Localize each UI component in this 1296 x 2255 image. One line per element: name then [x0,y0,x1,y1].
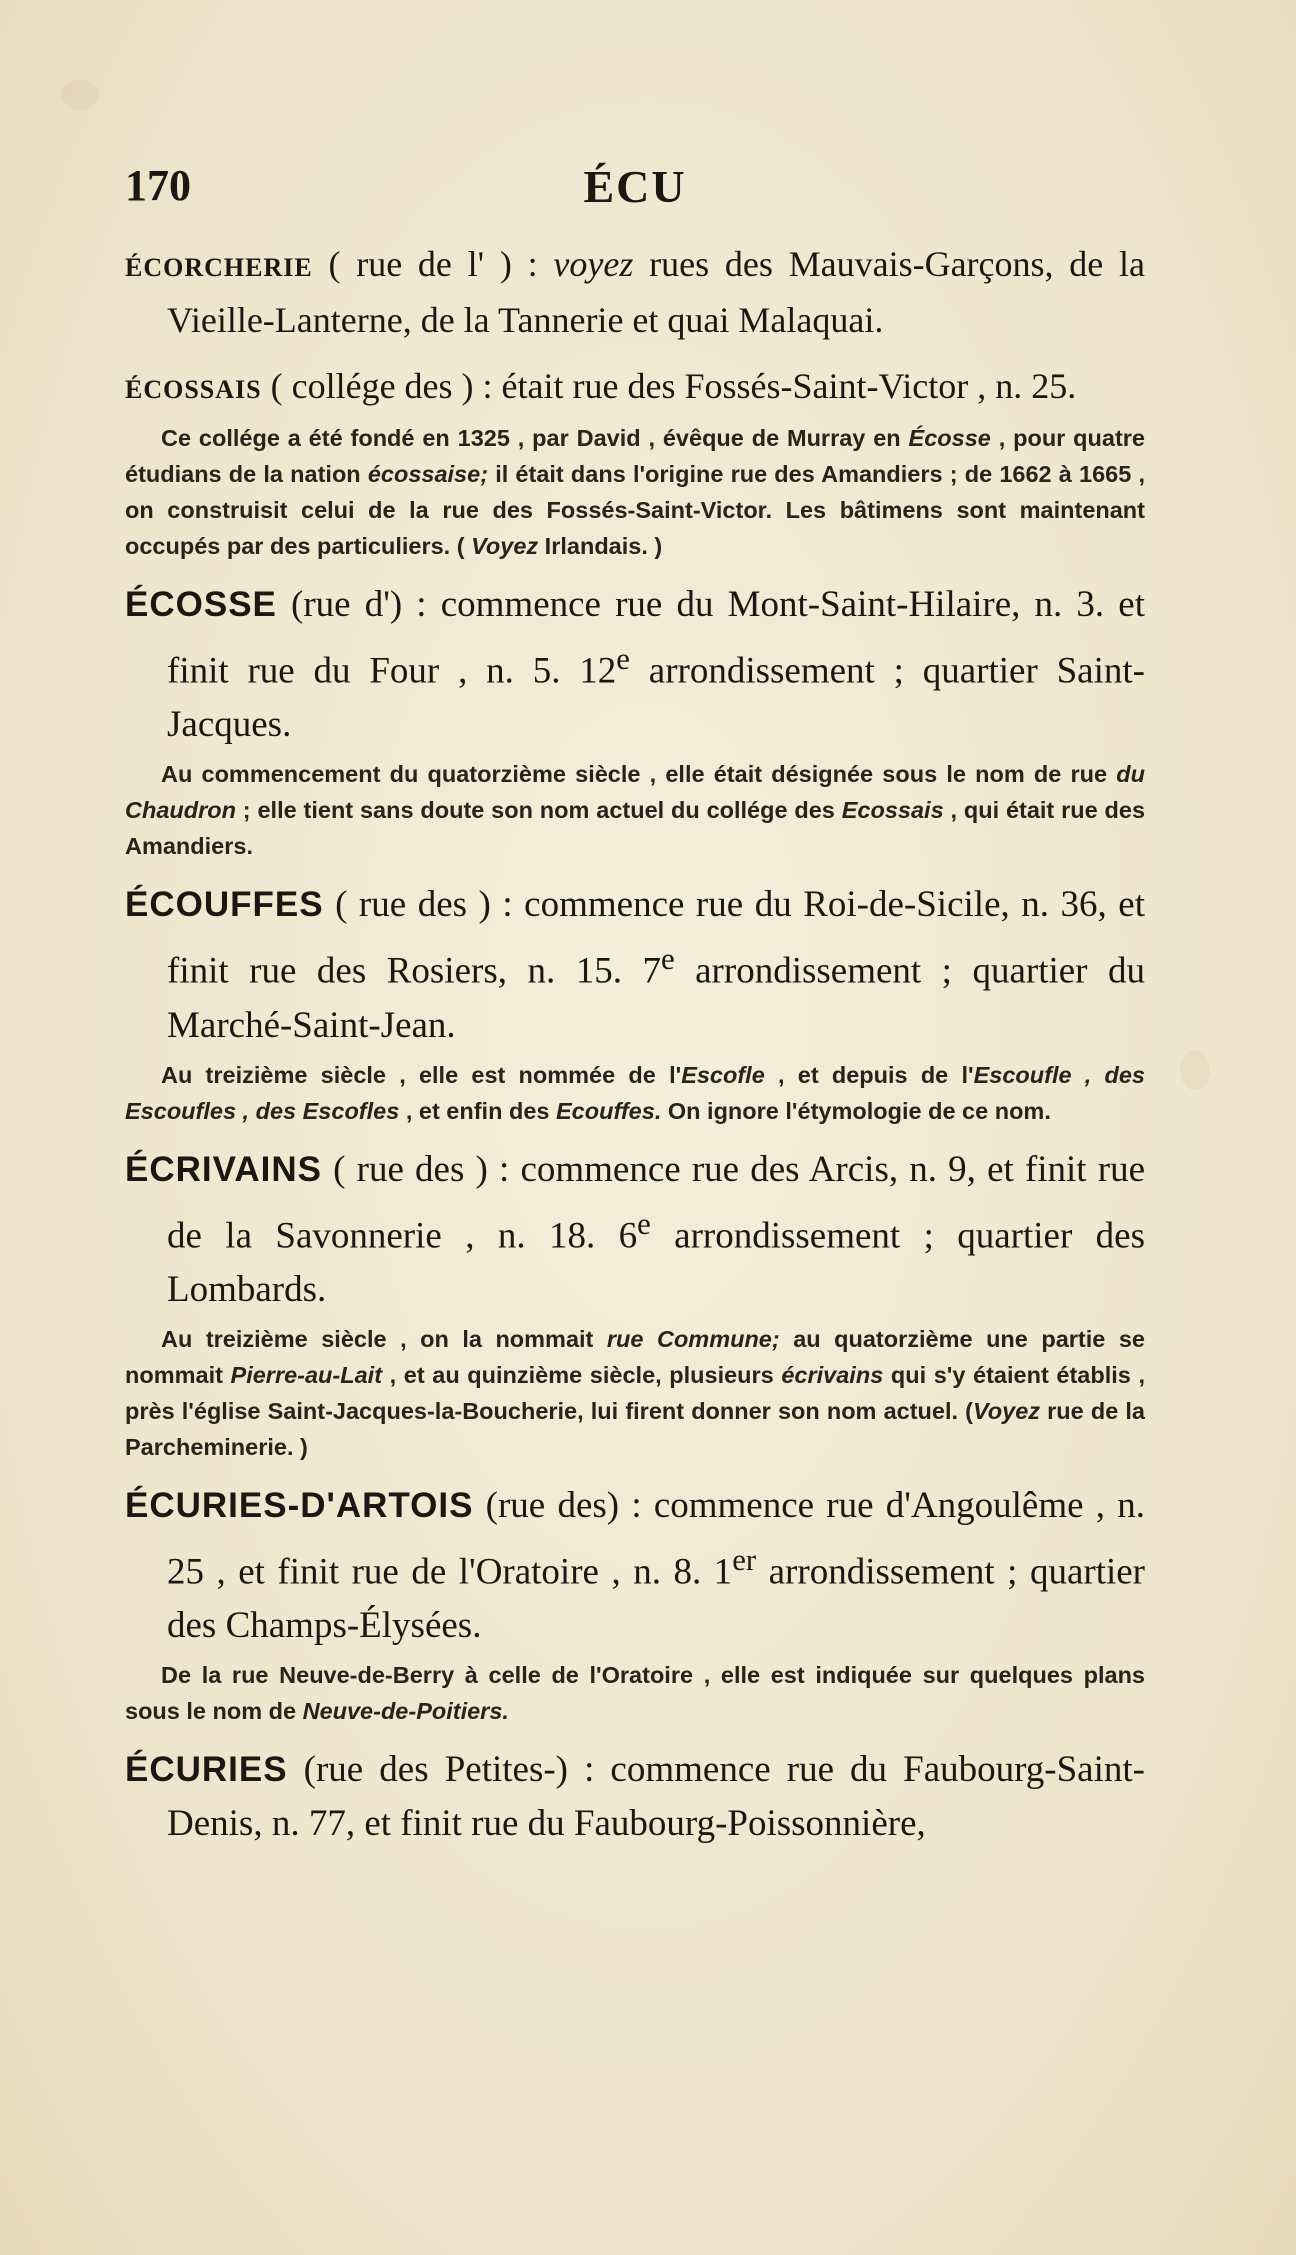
entry-text [125,238,1145,346]
note-italic: Escoufle , des Escoufles , des Escofles [125,1061,1146,1124]
note-text: Au treizième siècle , on la nommait [161,1325,607,1352]
headword: ÉCOSSE [125,585,277,624]
headword: ÉCURIES [125,1750,288,1790]
note-italic: Voyez [972,1397,1041,1424]
note-italic: Voyez [471,533,539,559]
entry-text-part: arrondissement ; quartier des Lombards. [167,1214,1145,1310]
entry-ecosse [125,578,1145,864]
headword: ÉCORCHERIE [125,253,313,282]
note-text: On ignore l'étymologie de ce nom. [661,1097,1051,1124]
headword: ÉCOSSAIS [125,375,262,404]
entry-text-part: ( collége des ) : était rue des Fossés-Saint-Victor , n. 25. [261,366,1077,406]
entry-text [125,360,1145,416]
note-italic: du Chaudron [125,761,1145,824]
entry-ecossais [125,360,1145,564]
note-italic: Écosse [908,425,991,451]
paper-stain [1180,1050,1210,1090]
entry-text-part: rues des Mauvais-Garçons, de la Vieille-Lanterne, de la Tannerie et quai Malaquai. [167,244,1146,340]
running-head: ÉCU [583,161,687,212]
note-text: il était dans l'origine rue des Amandiers ; de 1662 à 1665 , on construisit celui de la rue des Fossés-Saint-Victor. Les bâtimens sont maintenant occupés par des particuliers. ( [125,461,1145,559]
note-italic: Pierre-au-Lait [230,1361,383,1388]
entry-text-part: arrondissement ; quartier des Champs-Élysées. [167,1551,1145,1647]
entry-text [125,878,1145,1052]
note-text: Irlandais. ) [538,533,663,559]
note-text: , et depuis de l' [764,1061,974,1088]
superscript: e [637,1206,651,1241]
entry-ecuries-petites [125,1743,1145,1851]
entry-text [125,578,1145,752]
note-italic: rue Commune; [606,1325,780,1352]
entry-text [125,1743,1145,1851]
entry-ecouffes [125,878,1145,1128]
entry-ecorcherie [125,238,1145,346]
superscript: er [732,1542,757,1577]
note-text: De la rue Neuve-de-Berry à celle de l'Oratoire , elle est indiquée sur quelques plans sous le nom de [125,1662,1145,1725]
entry-text-part: (rue d') : commence rue du Mont-Saint-Hilaire, n. 3. et finit rue du Four , n. 5. 12 [167,584,1145,692]
note-italic: Ecossais [841,797,944,824]
entry-ecrivains [125,1143,1145,1465]
note-text: Ce collége a été fondé en 1325 , par David , évêque de Murray en [161,425,909,451]
entry-text-italic: voyez [553,244,634,284]
note-text: , et au quinzième siècle, plusieurs [382,1361,782,1388]
note-text: au quatorzième une partie se nommait [125,1325,1146,1388]
headword: ÉCOUFFES [125,885,324,925]
note-text: , pour quatre étudians de la nation [125,425,1145,487]
note-text: , et enfin des [399,1097,556,1124]
note-italic: Neuve-de-Poitiers. [302,1698,509,1725]
note-italic: écrivains [781,1361,884,1388]
note-text: Au commencement du quatorzième siècle , elle était désignée sous le nom de rue [161,761,1117,788]
entry-text [125,1479,1145,1653]
entry-note [125,1057,1145,1129]
entry-text [125,1143,1145,1317]
note-text: Au treizième siècle , elle est nommée de l' [161,1061,682,1088]
entry-ecuries-artois [125,1479,1145,1729]
note-italic: Ecouffes. [556,1097,662,1124]
entry-text-part: ( rue des ) : commence rue du Roi-de-Sicile, n. 36, et finit rue des Rosiers, n. 15. 7 [167,884,1145,992]
entry-text-part: (rue des) : commence rue d'Angoulême , n. 25 , et finit rue de l'Oratoire , n. 8. 1 [167,1484,1145,1593]
entry-text-part: arrondissement ; quartier Saint-Jacques. [167,650,1145,746]
headword: ÉCURIES-D'ARTOIS [125,1485,474,1525]
note-italic: écossaise; [367,461,489,487]
note-italic: Escofle [681,1061,765,1088]
note-text: qui s'y étaient établis , près l'église Saint-Jacques-la-Boucherie, lui firent donner son nom actuel. ( [125,1361,1145,1424]
entry-note [125,1321,1145,1465]
entry-text-part: ( rue des ) : commence rue des Arcis, n. 9, et finit rue de la Savonnerie , n. 18. 6 [167,1148,1145,1256]
superscript: e [616,642,630,676]
superscript: e [660,942,675,977]
note-text: rue de la Parcheminerie. ) [125,1397,1145,1460]
entry-note [125,756,1145,864]
entry-note [125,420,1145,564]
page-number: 170 [125,161,191,210]
entry-note [125,1657,1145,1729]
note-text: ; elle tient sans doute son nom actuel du collége des [235,797,842,824]
page-header [125,160,1145,230]
entry-text-part: ( rue de l' ) : [312,244,554,284]
note-text: , qui était rue des Amandiers. [125,797,1146,860]
entry-text-part: arrondissement ; quartier du Marché-Saint-Jean. [167,950,1145,1046]
paper-stain [60,80,100,110]
headword: ÉCRIVAINS [125,1149,322,1189]
page-body [125,238,1145,1865]
entry-text-part: (rue des Petites-) : commence rue du Faubourg-Saint-Denis, n. 77, et finit rue du Faubourg-Poissonnière, [167,1749,1145,1845]
